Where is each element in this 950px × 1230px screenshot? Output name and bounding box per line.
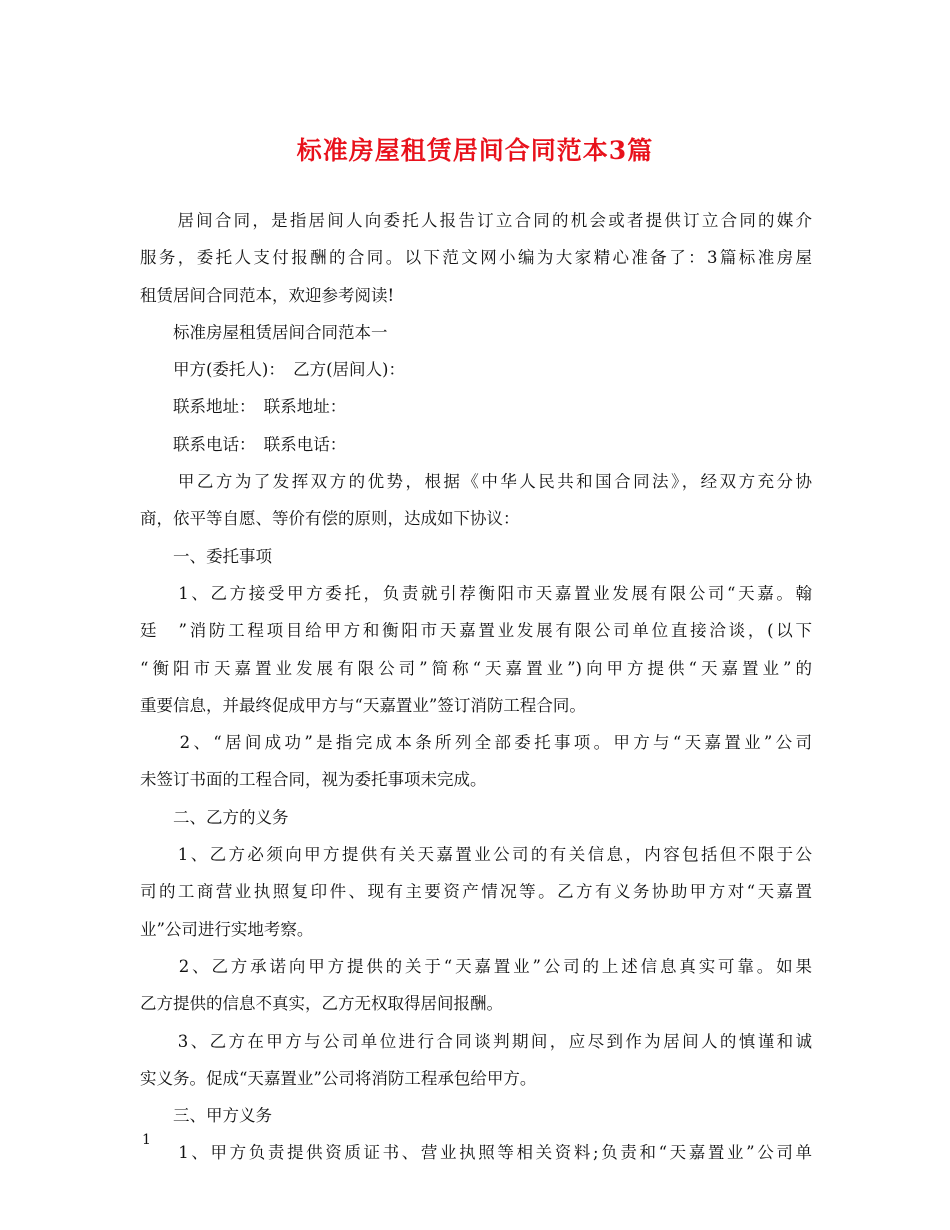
body-line: 联系电话： 联系电话： [140, 434, 347, 454]
body-line: 未签订书面的工程合同，视为委托事项未完成。 [140, 770, 487, 790]
body-line: 标准房屋租赁居间合同范本一 [140, 322, 388, 342]
body-line: 联系地址： 联系地址： [140, 397, 347, 417]
body-line: 租赁居间合同范本，欢迎参考阅读! [140, 285, 395, 305]
body-line: 廷 ”消防工程项目给甲方和衡阳市天嘉置业发展有限公司单位直接洽谈，(以下 [140, 621, 812, 641]
body-line: 重要信息，并最终促成甲方与“天嘉置业”签订消防工程合同。 [140, 695, 586, 715]
page-number: 1 [142, 1132, 151, 1148]
document-title: 标准房屋租赁居间合同范本3篇 [296, 136, 654, 165]
body-line: 实义务。促成“天嘉置业”公司将消防工程承包给甲方。 [140, 1068, 537, 1088]
body-line: 1、乙方必须向甲方提供有关天嘉置业公司的有关信息，内容包括但不限于公 [140, 845, 812, 865]
body-line: 2、乙方承诺向甲方提供的关于“天嘉置业”公司的上述信息真实可靠。如果 [140, 956, 812, 976]
body-line: 服务，委托人支付报酬的合同。以下范文网小编为大家精心准备了：3篇标准房屋 [140, 248, 812, 268]
body-line: 一、委托事项 [140, 546, 272, 566]
body-line: 1、甲方负责提供资质证书、营业执照等相关资料;负责和“天嘉置业”公司单 [140, 1143, 812, 1163]
body-line: 乙方提供的信息不真实，乙方无权取得居间报酬。 [140, 994, 503, 1014]
body-line: 二、乙方的义务 [140, 807, 289, 827]
body-line: 业”公司进行实地考察。 [140, 919, 314, 939]
body-line: “衡阳市天嘉置业发展有限公司”简称“天嘉置业”)向甲方提供“天嘉置业”的 [140, 658, 812, 678]
body-line: 三、甲方义务 [140, 1106, 272, 1126]
document-body [140, 202, 812, 1172]
body-line: 甲方(委托人)： 乙方(居间人)： [140, 360, 405, 380]
body-line: 1、乙方接受甲方委托，负责就引荐衡阳市天嘉置业发展有限公司“天嘉。翰 [140, 583, 812, 603]
body-line: 甲乙方为了发挥双方的优势，根据《中华人民共和国合同法》，经双方充分协 [140, 472, 812, 492]
body-line: 3、乙方在甲方与公司单位进行合同谈判期间，应尽到作为居间人的慎谨和诚 [140, 1031, 812, 1051]
body-line: 司的工商营业执照复印件、现有主要资产情况等。乙方有义务协助甲方对“天嘉置 [140, 882, 812, 902]
body-line: 居间合同，是指居间人向委托人报告订立合同的机会或者提供订立合同的媒介 [140, 211, 812, 230]
body-line: 商，依平等自愿、等价有偿的原则，达成如下协议： [140, 509, 520, 529]
body-line: 2、“居间成功”是指完成本条所列全部委托事项。甲方与“天嘉置业”公司 [140, 733, 812, 753]
